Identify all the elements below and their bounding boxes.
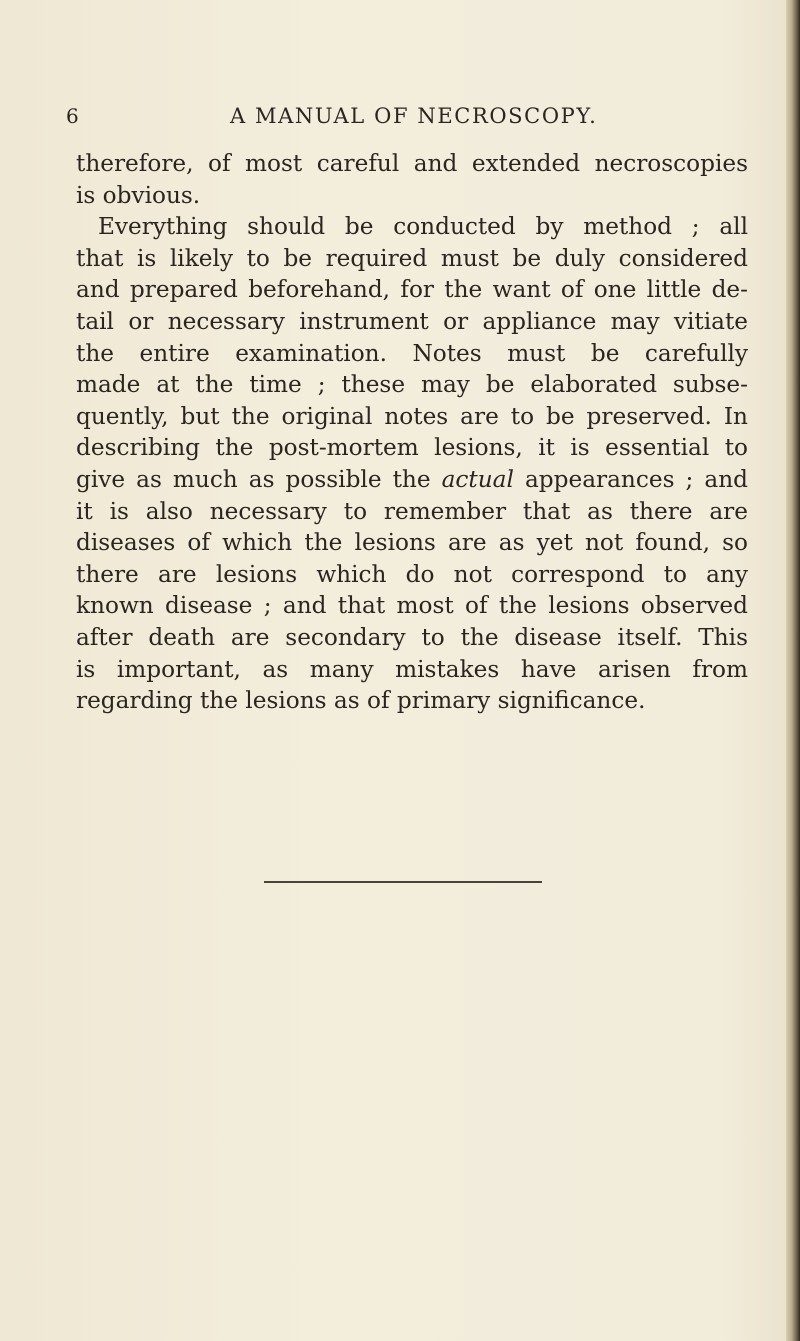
text-line: is obvious. (76, 181, 201, 209)
text-line: tail or necessary instrument or appliance may vitiate (76, 307, 748, 335)
text-span: appearances ; and (513, 465, 748, 493)
text-line: and prepared beforehand, for the want of one little de- (76, 276, 748, 304)
page-number: 6 (66, 104, 80, 128)
text-line: after death are secondary to the disease itself. This (76, 623, 748, 651)
text-line: quently, but the original notes are to be preserved. In (76, 402, 748, 430)
text-span: give as much as possible the (76, 465, 442, 493)
page-edge-shadow (786, 0, 800, 1341)
text-line: therefore, of most careful and extended necroscopies (76, 150, 748, 177)
text-line: there are lesions which do not correspond to any (76, 560, 748, 588)
text-line: is important, as many mistakes have arisen from (76, 655, 748, 683)
text-line: diseases of which the lesions are as yet not found, so (76, 529, 748, 557)
running-title: A MANUAL OF NECROSCOPY. (230, 104, 598, 128)
page-header (66, 104, 756, 134)
italic-word: actual (441, 465, 514, 493)
section-end-rule (264, 881, 542, 883)
text-line: that is likely to be required must be duly considered (76, 244, 748, 272)
text-line: describing the post-mortem lesions, it is essential to (76, 434, 748, 462)
text-line: Everything should be conducted by method ; all (98, 213, 748, 241)
text-line (76, 464, 748, 496)
text-line: regarding the lesions as of primary significance. (76, 687, 646, 715)
text-line: it is also necessary to remember that as there are (76, 497, 748, 525)
body-text (76, 148, 748, 717)
text-line: known disease ; and that most of the lesions observed (76, 592, 748, 620)
text-line: the entire examination. Notes must be carefully (76, 339, 748, 367)
text-line: made at the time ; these may be elaborated subse- (76, 371, 748, 399)
